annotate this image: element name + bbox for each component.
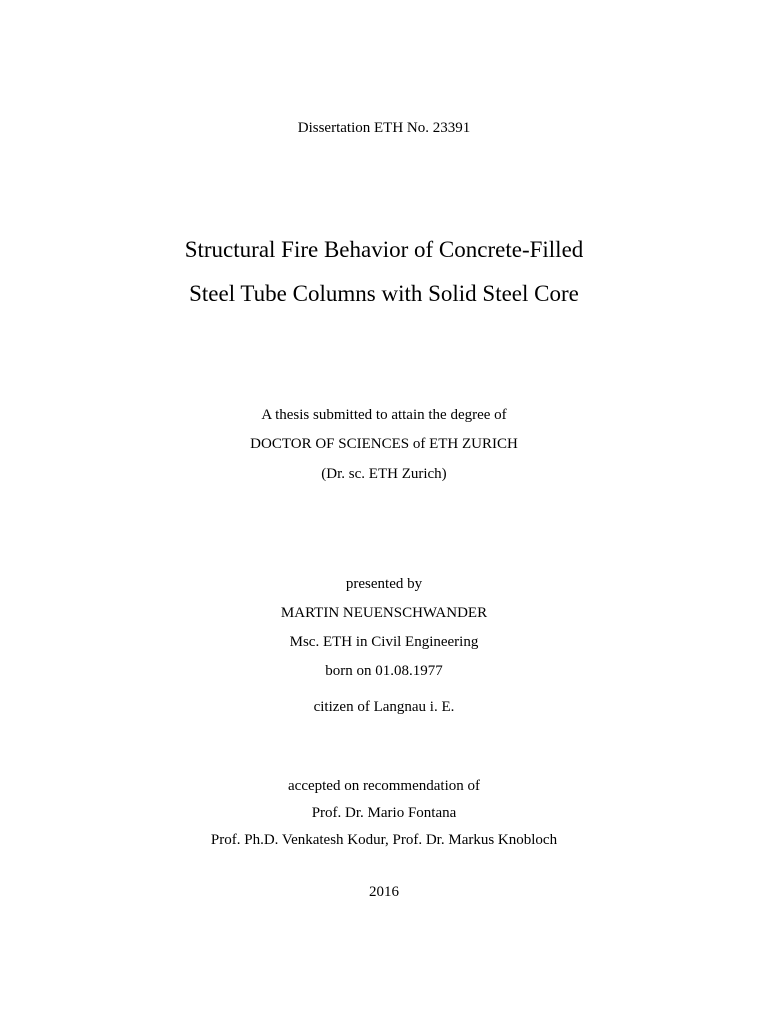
degree-abbreviation: (Dr. sc. ETH Zurich) bbox=[321, 466, 447, 482]
author-name: MARTIN NEUENSCHWANDER bbox=[280, 605, 488, 621]
author-citizenship: citizen of Langnau i. E. bbox=[313, 699, 455, 715]
examiner: Prof. Dr. Mario Fontana bbox=[311, 805, 457, 821]
author-birth-date: born on 01.08.1977 bbox=[325, 663, 443, 679]
degree-intro: A thesis submitted to attain the degree of bbox=[261, 407, 507, 423]
dissertation-number: Dissertation ETH No. 23391 bbox=[297, 120, 471, 136]
thesis-title-line-2: Steel Tube Columns with Solid Steel Core bbox=[189, 281, 579, 306]
author-degree: Msc. ETH in Civil Engineering bbox=[289, 634, 479, 650]
recommendation-intro: accepted on recommendation of bbox=[288, 778, 480, 794]
thesis-title-line-1: Structural Fire Behavior of Concrete-Filled bbox=[184, 237, 584, 262]
degree-name: DOCTOR OF SCIENCES of ETH ZURICH bbox=[250, 436, 518, 452]
co-examiners: Prof. Ph.D. Venkatesh Kodur, Prof. Dr. Markus Knobloch bbox=[210, 832, 558, 848]
year: 2016 bbox=[369, 884, 399, 900]
presented-by-label: presented by bbox=[345, 576, 423, 592]
